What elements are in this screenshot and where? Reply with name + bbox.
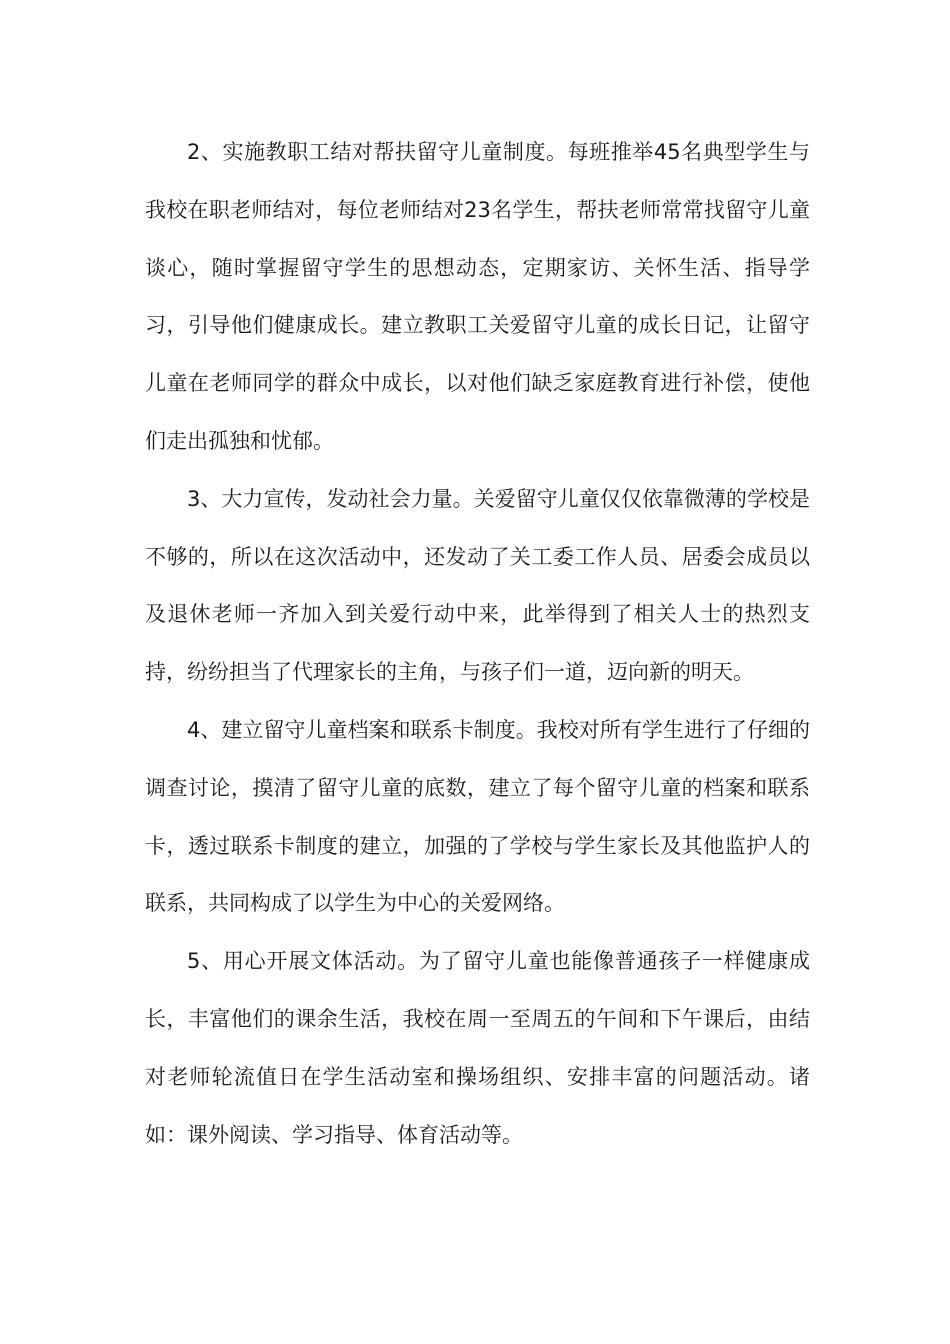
paragraph-3: 3、大力宣传，发动社会力量。关爱留守儿童仅仅依靠微薄的学校是不够的，所以在这次活动中，还发动了关工委工作人员、居委会成员以及退休老师一齐加入到关爱行动中来，此举得到了相关人士的热烈支持，纷纷担当了代理家长的主角，与孩子们一道，迈向新的明天。 [145, 486, 810, 685]
paragraph-2: 2、实施教职工结对帮扶留守儿童制度。每班推举45名典型学生与我校在职老师结对，每位老师结对23名学生，帮扶老师常常找留守儿童谈心，随时掌握留守学生的思想动态，定期家访、关怀生活、指导学习，引导他们健康成长。建立教职工关爱留守儿童的成长日记，让留守儿童在老师同学的群众中成长，以对他们缺乏家庭教育进行补偿，使他们走出孤独和忧郁。 [145, 140, 810, 453]
paragraph-5: 5、用心开展文体活动。为了留守儿童也能像普通孩子一样健康成长，丰富他们的课余生活，我校在周一至周五的午间和下午课后，由结对老师轮流值日在学生活动室和操场组织、安排丰富的问题活动。诸如：课外阅读、学习指导、体育活动等。 [145, 949, 810, 1147]
document-body [145, 124, 810, 1164]
paragraph-4: 4、建立留守儿童档案和联系卡制度。我校对所有学生进行了仔细的调查讨论，摸清了留守儿童的底数，建立了每个留守儿童的档案和联系卡，透过联系卡制度的建立，加强的了学校与学生家长及其他监护人的联系，共同构成了以学生为中心的关爱网络。 [145, 717, 810, 916]
